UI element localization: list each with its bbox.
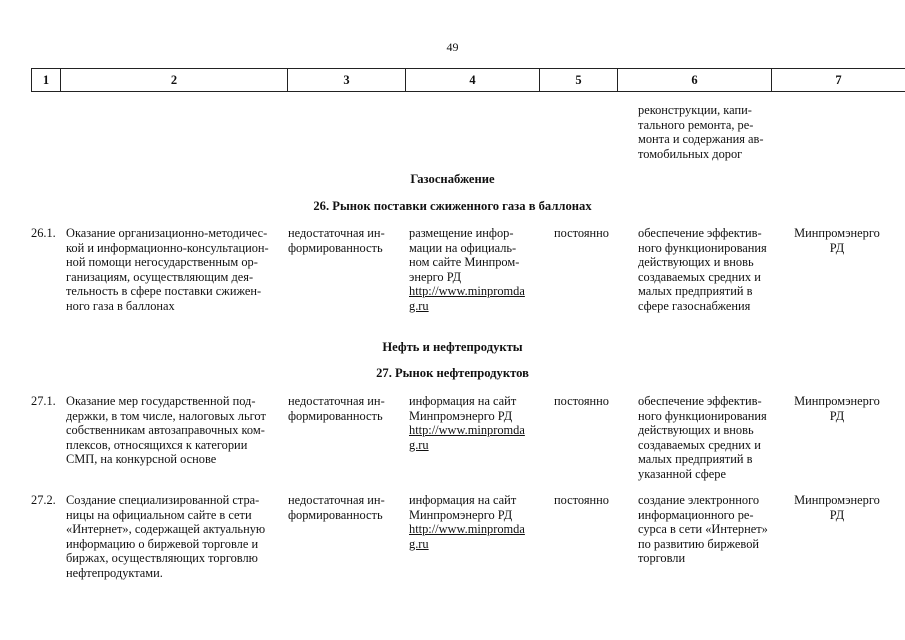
text-line: сурса в сети «Интернет» [638,522,768,537]
text-line: обеспечение эффектив- [638,394,762,408]
expected-result-text [638,394,777,482]
text-line: создаваемых средних и [638,437,761,452]
website-link[interactable]: http://www.minpromda [409,522,525,537]
expected-result-text [638,226,777,314]
text-line: Минпромэнерго РД [409,408,513,423]
text-line: информационного ре- [638,507,754,522]
text-line: малых предприятий в [638,284,753,299]
text-line: создание электронного [638,493,760,507]
column-header-3: 3 [288,69,406,92]
row-number: 27.2. [31,493,56,507]
measure-text [66,226,281,314]
text-line: недостаточная ин- [288,394,385,408]
text-line: недостаточная ин- [288,226,385,240]
text-line: тельность в сфере поставки сжижен- [66,284,262,299]
text-line: формированность [288,507,383,522]
text-line: информация на сайт [409,493,517,507]
text-line: сфере газоснабжения [638,298,751,313]
deadline-text: постоянно [554,394,610,408]
website-link[interactable]: http://www.minpromda [409,284,525,299]
section-subtitle-oil: 27. Рынок нефтепродуктов [376,366,529,380]
deadline-text: постоянно [554,226,610,240]
text-line: малых предприятий в [638,452,753,467]
text-line: плексов, относящихся к категории [66,437,248,452]
text-line: информация на сайт [409,394,517,408]
measure-text [66,493,281,581]
table-header-row [31,68,905,92]
text-line: РД [829,507,845,522]
measure-text [66,394,281,467]
text-line: торговли [638,551,686,566]
text-line: формированность [288,408,383,423]
problem-text [288,226,388,255]
responsible-text [788,226,886,255]
text-line: размещение инфор- [409,226,514,240]
text-line: РД [829,240,845,255]
text-line: Минпромэнерго [794,493,880,507]
continuation-expected-result [638,103,777,161]
column-header-5: 5 [540,69,618,92]
text-line: ного функционирования [638,408,767,423]
implementation-text [409,493,535,551]
column-header-1: 1 [32,69,61,92]
text-line: реконструкции, капи- [638,103,752,117]
section-title-oil: Нефть и нефтепродукты [382,340,523,354]
problem-text [288,493,388,522]
text-line: действующих и вновь [638,423,754,438]
section-title-gas: Газоснабжение [410,172,495,186]
column-header-6: 6 [618,69,772,92]
text-line: ницы на официальном сайте в сети [66,507,252,522]
text-line: Создание специализированной стра- [66,493,260,507]
text-line: формированность [288,240,383,255]
column-header-2: 2 [61,69,288,92]
text-line: создаваемых средних и [638,269,761,284]
expected-result-text [638,493,777,566]
website-link[interactable]: g.ru [409,536,429,551]
text-line: нефтепродуктами. [66,565,163,580]
text-line: по развитию биржевой [638,536,760,551]
text-line: Минпромэнерго [794,226,880,240]
text-line: Оказание мер государственной под- [66,394,256,408]
website-link[interactable]: g.ru [409,437,429,452]
text-line: тального ремонта, ре- [638,117,754,132]
text-line: ной помощи негосударственным ор- [66,255,258,270]
deadline-text: постоянно [554,493,610,507]
text-line: томобильных дорог [638,146,743,161]
column-header-7: 7 [772,69,905,92]
text-line: Минпромэнерго [794,394,880,408]
section-subtitle-gas: 26. Рынок поставки сжиженного газа в баллонах [313,199,592,213]
column-header-4: 4 [406,69,540,92]
text-line: РД [829,408,845,423]
text-line: обеспечение эффектив- [638,226,762,240]
text-line: монта и содержания ав- [638,132,764,147]
text-line: Минпромэнерго РД [409,507,513,522]
text-line: информацию о биржевой торговле и [66,536,259,551]
text-line: действующих и вновь [638,255,754,270]
text-line: ного функционирования [638,240,767,255]
text-line: биржах, осуществляющих торговлю [66,551,258,566]
text-line: ном сайте Минпром- [409,255,520,270]
row-number: 27.1. [31,394,56,408]
problem-text [288,394,388,423]
text-line: ного газа в баллонах [66,298,175,313]
website-link[interactable]: http://www.minpromda [409,423,525,438]
responsible-text [788,394,886,423]
page-number: 49 [446,40,459,54]
implementation-text [409,226,535,314]
website-link[interactable]: g.ru [409,298,429,313]
text-line: «Интернет», содержащей актуальную [66,522,266,537]
row-number: 26.1. [31,226,56,240]
text-line: держки, в том числе, налоговых льгот [66,408,266,423]
text-line: собственникам автозаправочных ком- [66,423,265,438]
text-line: СМП, на конкурсной основе [66,452,217,467]
text-line: ганизациям, осуществляющим дея- [66,269,254,284]
text-line: указанной сфере [638,466,726,481]
responsible-text [788,493,886,522]
text-line: кой и информационно-консультацион- [66,240,269,255]
implementation-text [409,394,535,452]
text-line: энерго РД [409,269,462,284]
text-line: недостаточная ин- [288,493,385,507]
text-line: мации на официаль- [409,240,517,255]
text-line: Оказание организационно-методичес- [66,226,268,240]
